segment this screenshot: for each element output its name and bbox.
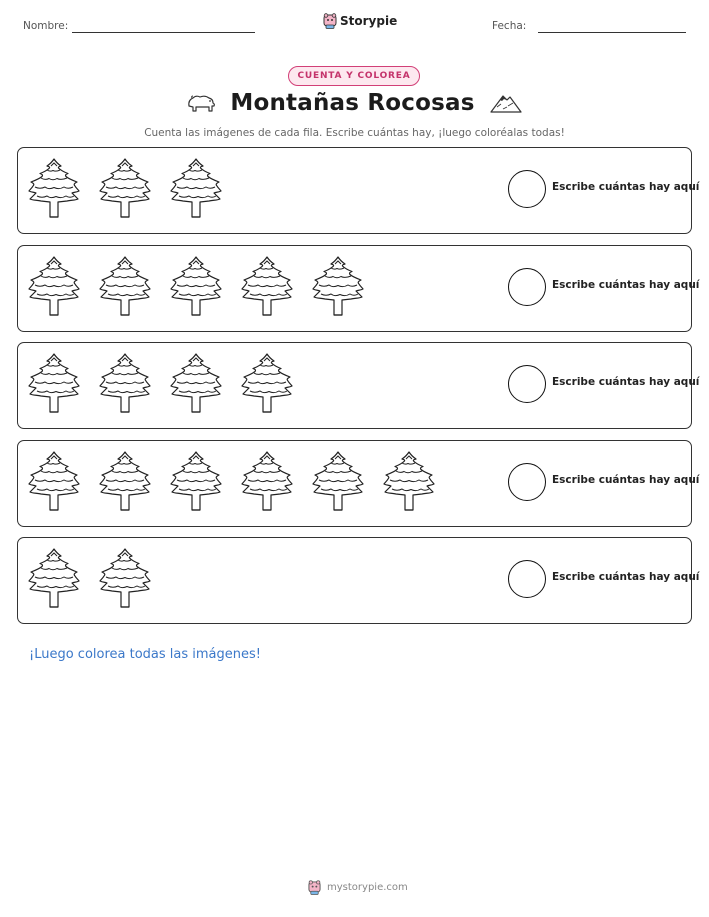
page-title: Montañas Rocosas [230, 90, 475, 116]
answer-circle[interactable] [508, 268, 546, 306]
pine-tree-icon [241, 450, 293, 512]
pine-tree-icon [28, 450, 80, 512]
brand-logo [323, 13, 397, 29]
answer-label: Escribe cuántas hay aquí [552, 474, 700, 486]
pine-tree-icon [170, 352, 222, 414]
pine-tree-icon [170, 157, 222, 219]
pine-tree-icon [99, 547, 151, 609]
count-row-3 [17, 342, 700, 429]
date-line [538, 32, 686, 33]
pine-tree-icon [241, 352, 293, 414]
answer-circle[interactable] [508, 560, 546, 598]
bear-icon [186, 92, 216, 114]
pine-tree-icon [312, 450, 364, 512]
tree-group [28, 547, 151, 609]
pine-tree-icon [99, 255, 151, 317]
name-label: Nombre: [23, 20, 69, 32]
site-url: mystorypie.com [327, 882, 408, 893]
pine-tree-icon [28, 255, 80, 317]
pine-tree-icon [383, 450, 435, 512]
activity-badge: CUENTA Y COLOREA [288, 66, 420, 86]
answer-label: Escribe cuántas hay aquí [552, 571, 700, 583]
count-row-2 [17, 245, 700, 332]
tree-group [28, 352, 293, 414]
storypie-mascot-icon [308, 880, 321, 895]
site-footer [308, 880, 408, 895]
pine-tree-icon [170, 450, 222, 512]
pine-tree-icon [28, 352, 80, 414]
pine-tree-icon [170, 255, 222, 317]
answer-label: Escribe cuántas hay aquí [552, 181, 700, 193]
date-label: Fecha: [492, 20, 527, 32]
pine-tree-icon [99, 352, 151, 414]
answer-label: Escribe cuántas hay aquí [552, 279, 700, 291]
tree-group [28, 450, 435, 512]
color-instruction: ¡Luego colorea todas las imágenes! [29, 647, 261, 662]
pine-tree-icon [241, 255, 293, 317]
answer-label: Escribe cuántas hay aquí [552, 376, 700, 388]
count-row-1 [17, 147, 700, 234]
pine-tree-icon [312, 255, 364, 317]
instruction-text: Cuenta las imágenes de cada fila. Escribe cuántas hay, ¡luego coloréalas todas! [144, 127, 565, 139]
pine-tree-icon [99, 157, 151, 219]
tree-group [28, 255, 364, 317]
brand-name: Storypie [340, 14, 398, 28]
answer-circle[interactable] [508, 365, 546, 403]
storypie-mascot-icon [323, 13, 337, 29]
answer-circle[interactable] [508, 463, 546, 501]
pine-tree-icon [28, 157, 80, 219]
tree-group [28, 157, 222, 219]
pine-tree-icon [28, 547, 80, 609]
count-row-5 [17, 537, 700, 624]
answer-circle[interactable] [508, 170, 546, 208]
mountain-icon [489, 91, 523, 115]
count-row-4 [17, 440, 700, 527]
pine-tree-icon [99, 450, 151, 512]
title-row [0, 90, 709, 116]
name-line [72, 32, 255, 33]
